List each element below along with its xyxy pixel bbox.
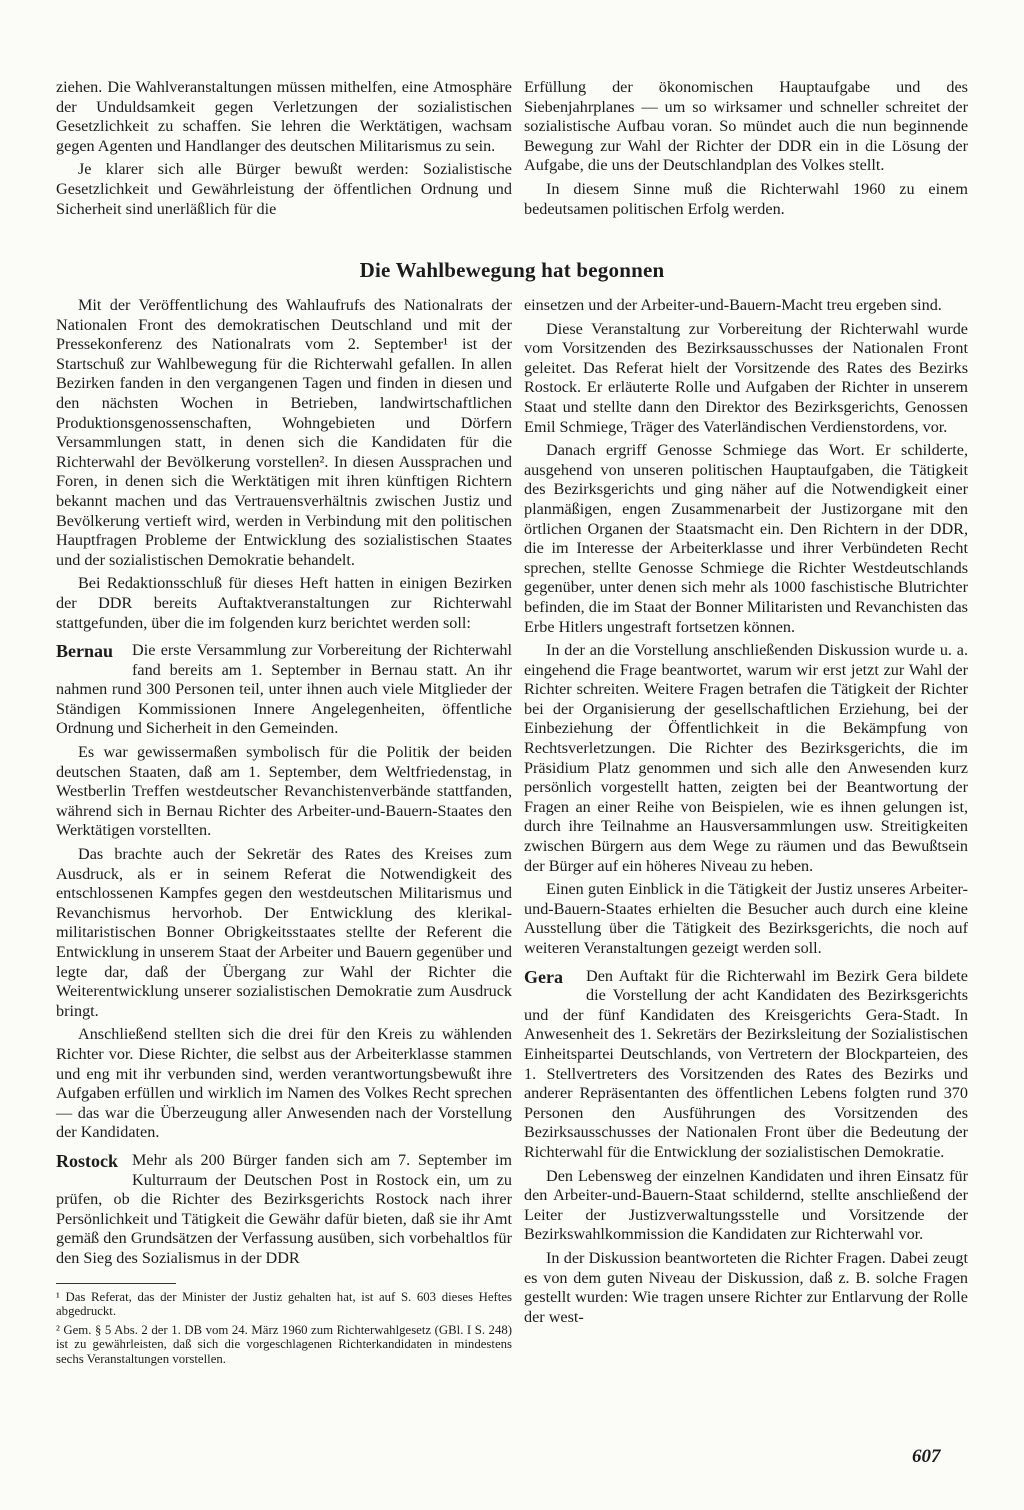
paragraph: einsetzen und der Arbeiter-und-Bauern-Macht treu ergeben sind. <box>524 296 942 314</box>
paragraph: In der Diskussion beantworteten die Richter Fragen. Dabei zeugt es von dem guten Niveau der Diskussion, daß z. B. solche Fragen gestellt wurden: Wie tragen unsere Richter zur Entlarvung der Rolle der west- <box>524 1248 968 1326</box>
city-heading-bernau: Bernau <box>56 641 114 662</box>
paragraph: In diesem Sinne muß die Richterwahl 1960 zu einem bedeutsamen politischen Erfolg werden. <box>524 179 968 218</box>
paragraph: Mehr als 200 Bürger fanden sich am 7. September im Kulturraum der Deutschen Post in Rostock ein, um zu prüfen, ob die Richter des Bezirksgerichts Rostock nach ihrer Persönlichkeit und Tätigkeit die Gewähr dafür bieten, daß sie ihr Amt gemäß den Grundsätzen der Verfassung ausüben, sich vorbehaltlos für den Sieg des Sozialismus in der DDR <box>56 1150 512 1267</box>
section-rostock <box>56 1151 512 1269</box>
article-heading: Die Wahlbewegung hat begonnen <box>359 258 665 282</box>
footnote-divider <box>56 1283 176 1284</box>
paragraph: Bei Redaktionsschluß für dieses Heft hatten in einigen Bezirken der DDR bereits Auftaktveranstaltungen zur Richterwahl stattgefunden, über die im folgenden kurz berichtet werden soll: <box>56 574 512 632</box>
city-heading-gera: Gera <box>524 966 563 987</box>
paragraph: Danach ergriff Genosse Schmiege das Wort. Er schilderte, ausgehend von unseren politischen Hauptaufgaben, die Tätigkeit des Bezirksgerichts und ging näher auf die Notwendigkeit einer planmäßigen, engen Zusammenarbeit der Justizorgane mit den örtlichen Organen der Staatsmacht ein. Den Richtern in der DDR, die im Interesse der Arbeiterklasse und ihrer Verbündeten Recht sprechen, stellte Genosse Schmiege die Richter Westdeutschlands gegenüber, unter denen sich mehr als 1000 faschistische Blutrichter befinden, die im Staat der Bonner Militaristen und Revanchisten das Erbe Hitlers ungestraft fortsetzen können. <box>524 441 968 636</box>
left-column <box>56 296 512 1370</box>
paragraph: Das brachte auch der Sekretär des Rates des Kreises zum Ausdruck, als er in seinem Referat die Notwendigkeit des entschlossenen Kampfes gegen den westdeutschen Militarismus und Revanchismus hervorhob. Der Entwicklung des klerikal-militaristischen Bonner Obrigkeitsstaates stellte der Referent die Entwicklung in unserem Staat der Arbeiter und Bauern gegenüber und legte dar, daß der Übergang zur Wahl der Richter die Weiterentwicklung unserer sozialistischen Demokratie zum Ausdruck bringt. <box>56 845 512 1020</box>
page-number: 607 <box>912 1446 941 1467</box>
footnote: ² Gem. § 5 Abs. 2 der 1. DB vom 24. März 1960 zum Richterwahlgesetz (GBl. I S. 248) ist zu gewährleisten, daß sich die vorgeschlagenen Richterkandidaten in mindestens sechs Veranstaltungen vorstellen. <box>56 1322 512 1366</box>
paragraph: Diese Veranstaltung zur Vorbereitung der Richterwahl wurde vom Vorsitzenden des Bezirksausschusses der Nationalen Front geleitet. Das Referat hielt der Vorsitzende des Rates des Bezirks Rostock. Er erläuterte Rolle und Aufgaben der Richter in unserem Staat und stellte dann den Direktor des Bezirksgerichts, Genossen Emil Schmiege, Träger des Vaterländischen Verdienstordens, vor. <box>524 319 968 436</box>
footnote: ¹ Das Referat, das der Minister der Justiz gehalten hat, ist auf S. 603 dieses Heftes abgedruckt. <box>56 1289 512 1319</box>
paragraph: Einen guten Einblick in die Tätigkeit der Justiz unseres Arbeiter-und-Bauern-Staates erhielten die Besucher auch durch eine kleine Ausstellung über die Tätigkeit des Bezirksgerichts, die noch auf weiteren Veranstaltungen gezeigt werden soll. <box>524 880 968 957</box>
paragraph: Erfüllung der ökonomischen Hauptaufgabe und des Siebenjahrplanes — um so wirksamer und schneller schreitet der sozialistische Aufbau voran. So mündet auch die nun beginnende Bewegung zur Wahl der Richter der DDR ein in die Lösung der Aufgabe, die uns der Deutschlandplan des Volkes stellt. <box>524 78 968 175</box>
paragraph: ziehen. Die Wahlveranstaltungen müssen mithelfen, eine Atmosphäre der Unduldsamkeit gegen Verletzungen der sozialistischen Gesetzlichkeit zu schaffen. Sie lehren die Werktätigen, wachsam gegen Agenten und Handlanger des deutschen Militarismus zu sein. <box>56 78 512 155</box>
paragraph: Es war gewissermaßen symbolisch für die Politik der beiden deutschen Staaten, daß am 1. September, dem Weltfriedenstag, in Westberlin Treffen westdeutscher Revanchistenverbände stattfanden, während sich in Bernau Richter des Arbeiter-und-Bauern-Staates den Werktätigen vorstellten. <box>56 743 512 840</box>
right-column <box>524 296 968 1331</box>
paragraph: Den Auftakt für die Richterwahl im Bezirk Gera bildete die Vorstellung der acht Kandidaten des Bezirksgerichts und der fünf Kandidaten des Kreisgerichts Gera-Stadt. In Anwesenheit des 1. Sekretärs der Bezirksleitung der Sozialistischen Einheitspartei Deutschlands, von Vertretern der Blockparteien, des 1. Stellvertreters des Vorsitzenden des Rates des Bezirks und anderer Repräsentanten des öffentlichen Lebens folgten rund 370 Personen den Ausführungen des Vorsitzenden des Bezirksausschusses der Nationalen Front über die Bedeutung der Richterwahl für die Entwicklung der sozialistischen Demokratie. <box>524 966 968 1161</box>
paragraph: In der an die Vorstellung anschließenden Diskussion wurde u. a. eingehend die Frage beantwortet, warum wir erst jetzt zur Wahl der Richter schreiten. Weitere Fragen betrafen die Tätigkeit der Richter bei der Organisierung der gesellschaftlichen Erziehung, bei der Einbeziehung der Öffentlichkeit in die Bekämpfung von Rechtsverletzungen. Die Richter des Bezirksgerichts, die im Präsidium Platz genommen und sich alle den Anwesenden kurz persönlich vorgestellt hatten, zeigten bei der Beantwortung der Fragen an einer Reihe von Beispielen, wie es ihnen gelungen ist, durch ihre Teilnahme an Hausversammlungen usw. Streitigkeiten zwischen Bürgern aus dem Wege zu räumen und das Bewußtsein der Bürger auf ein höheres Niveau zu heben. <box>524 641 968 875</box>
paragraph: Die erste Versammlung zur Vorbereitung der Richterwahl fand bereits am 1. September in Bernau statt. An ihr nahmen rund 300 Personen teil, unter ihnen auch viele Mitglieder der Ständigen Kommissionen Innere Angelegenheiten, öffentliche Ordnung und Sicherheit in den Gemeinden. <box>56 641 512 738</box>
city-heading-rostock: Rostock <box>56 1150 118 1171</box>
paragraph: Je klarer sich alle Bürger bewußt werden: Sozialistische Gesetzlichkeit und Gewährleistung der öffentlichen Ordnung und Sicherheit sind unerläßlich für die <box>56 160 512 218</box>
top-right-column <box>524 78 968 223</box>
top-left-column <box>56 78 512 223</box>
paragraph: Anschließend stellten sich die drei für den Kreis zu wählenden Richter vor. Diese Richter, die selbst aus der Arbeiterklasse stammen und eng mit ihr verbunden sind, werden verantwortungsbewußt ihre Aufgaben erfüllen und wirklich im Namen des Volkes Recht sprechen — das war die Überzeugung aller Anwesenden nach der Vorstellung der Kandidaten. <box>56 1025 512 1142</box>
section-gera <box>524 967 968 1328</box>
section-bernau <box>56 641 512 1143</box>
paragraph: Den Lebensweg der einzelnen Kandidaten und ihren Einsatz für den Arbeiter-und-Bauern-Staat schildernd, stellte anschließend der Leiter der Justizverwaltungsstelle und Vorsitzende der Bezirkswahlkommission die Kandidaten zur Richterwahl vor. <box>524 1166 968 1244</box>
paragraph: Mit der Veröffentlichung des Wahlaufrufs des Nationalrats der Nationalen Front des demokratischen Deutschland und mit der Pressekonferenz des Nationalrats vom 2. September¹ ist der Startschuß zur Wahlbewegung für die Richterwahl gefallen. In allen Bezirken fanden in den vergangenen Tagen und finden in diesen und den nächsten Wochen in Betrieben, landwirtschaftlichen Produktionsgenossenschaften, Wohngebieten und Dörfern Versammlungen statt, in denen sich die Kandidaten für die Richterwahl der Bevölkerung vorstellen². In diesen Aussprachen und Foren, in denen sich die Werktätigen mit ihren künftigen Richtern bekannt machen und das Vertrauensverhältnis zwischen Justiz und Bevölkerung vertieft wird, werden in Verbindung mit den politischen Hauptfragen Probleme der Entwicklung des sozialistischen Staates und der sozialistischen Demokratie behandelt. <box>56 296 512 569</box>
